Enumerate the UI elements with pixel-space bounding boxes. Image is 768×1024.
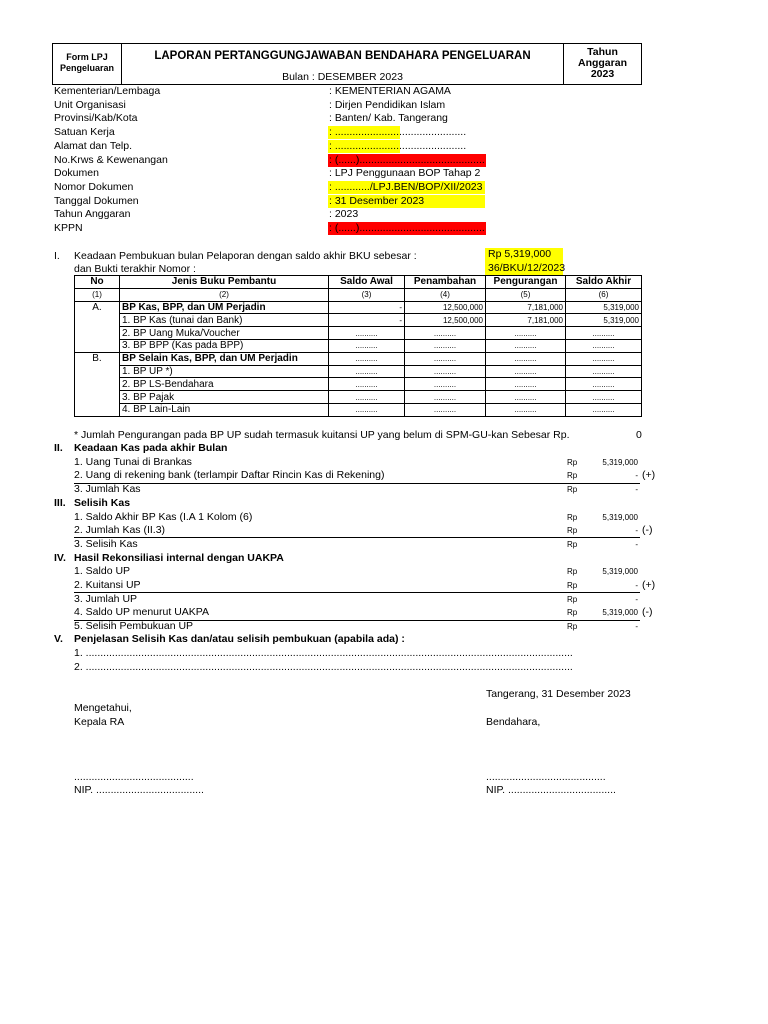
section4-item-value: - [635,581,638,590]
section4-item-label: 1. Saldo UP [74,565,131,578]
info-value: : ............................................. [329,126,467,139]
table-row-value: 12,500,000 [405,301,486,314]
section2-item-label: 3. Jumlah Kas [74,483,141,496]
table-colnum-cell: (2) [120,288,329,301]
info-value: : KEMENTERIAN AGAMA [329,85,451,97]
table-row-value: - [329,301,405,314]
table-row-value: .......... [329,339,405,352]
info-value: : LPJ Penggunaan BOP Tahap 2 [329,167,481,180]
section4-item-op: (+) [642,579,656,591]
table-row [75,378,642,391]
sum-underline [74,483,640,484]
section4-item-value: - [635,594,638,604]
section2-item-op: (+) [642,469,656,482]
table-row-value: 7,181,000 [486,314,566,327]
info-label: Dokumen [54,167,99,180]
table-row-name: 2. BP Uang Muka/Voucher [120,327,329,340]
table-row-value: .......... [329,391,405,404]
table-row-value: .......... [329,327,405,340]
table-header-cell: Jenis Buku Pembantu [120,276,329,289]
year-label-line1: Tahun [587,46,618,58]
table-row-no [75,391,120,404]
section4-item-rp: Rp [567,567,578,577]
info-label: Tahun Anggaran [54,208,131,221]
sum-underline [74,537,640,538]
section5-title: Penjelasan Selisih Kas dan/atau selisih pembukuan (apabila ada) : [74,633,405,645]
section4-item-label: 4. Saldo UP menurut UAKPA [74,606,210,619]
table-row-no [75,403,120,416]
section2-item-value: - [635,485,638,495]
section4-item-rp: Rp [567,581,578,590]
table-row-value: .......... [486,378,566,391]
table-row-value: .......... [566,378,642,391]
table-row-value: - [329,314,405,327]
section3-item-label: 3. Selisih Kas [74,537,138,550]
section3-item-rp: Rp [567,512,578,522]
table-row-value: .......... [405,365,486,378]
table-row-value: .......... [486,365,566,378]
table-row-value: .......... [566,327,642,340]
table-row-no: A. [75,301,120,314]
table-row-value: .......... [486,339,566,352]
sum-underline [74,592,640,593]
table-row-value: .......... [486,403,566,416]
section1-roman: I. [54,250,60,262]
section4-item-rp: Rp [567,608,578,618]
table-header-cell: Saldo Akhir [566,276,642,289]
info-value: : (......)........................................... [329,153,485,166]
info-label: KPPN [54,222,83,234]
table-row-value: 5,319,000 [566,314,642,327]
report-month: Bulan : DESEMBER 2023 [282,71,403,83]
sign-left-line1: Mengetahui, [74,702,132,714]
sign-left-name: ......................................... [74,771,194,783]
section3-item-rp: Rp [567,526,578,536]
info-label: Provinsi/Kab/Kota [54,112,138,125]
table-row-name: 3. BP Pajak [120,391,329,404]
section3-item-label: 1. Saldo Akhir BP Kas (I.A 1 Kolom (6) [74,510,253,523]
section1-text1: Keadaan Pembukuan bulan Pelaporan dengan saldo akhir BKU sebesar : [74,250,417,262]
table-row-no [75,314,120,327]
sign-right-name: ......................................... [486,771,606,783]
section4-title: Hasil Rekonsiliasi internal dengan UAKPA [74,551,284,564]
table-footnote: * Jumlah Pengurangan pada BP UP sudah termasuk kuitansi UP yang belum di SPM-GU-kan Sebesar Rp. [74,429,570,441]
form-label-line1: Form LPJ [66,52,108,62]
section3-item-value: 5,319,000 [602,512,638,522]
section3-title: Selisih Kas [74,496,131,509]
section3-item-value: - [635,526,638,536]
table-colnum-cell: (6) [566,288,642,301]
info-value: : 31 Desember 2023 [329,194,425,207]
table-row-value: .......... [405,352,486,365]
table-row-value: 5,319,000 [566,301,642,314]
sign-left-line2: Kepala RA [74,716,125,728]
section2-item-label: 1. Uang Tunai di Brankas [74,455,192,468]
section2-roman: II. [54,442,63,454]
year-label-line2: Anggaran [577,57,627,69]
table-row [75,365,642,378]
section4-roman: IV. [54,551,66,564]
info-label: Kementerian/Lembaga [54,85,161,97]
year-cell [563,44,641,84]
saldo-akhir-bku: Rp 5,319,000 [485,248,563,262]
section4-item-label: 3. Jumlah UP [74,592,138,605]
section4-item-rp: Rp [567,622,578,632]
section3-item-rp: Rp [567,539,578,549]
section4-item-value: 5,319,000 [602,567,638,577]
report-header [52,43,642,85]
table-row-value: .......... [566,391,642,404]
table-row-name: 3. BP BPP (Kas pada BPP) [120,339,329,352]
info-label: Unit Organisasi [54,98,126,111]
section5-roman: V. [54,633,63,645]
table-row-name: BP Kas, BPP, dan UM Perjadin [120,301,329,314]
table-row-value: .......... [329,352,405,365]
table-row-name: 1. BP Kas (tunai dan Bank) [120,314,329,327]
table-row-value: .......... [486,352,566,365]
table-header-cell: Penambahan [405,276,486,289]
table-row-value: .......... [486,327,566,340]
table-colnum-cell: (4) [405,288,486,301]
table-colnum-cell: (3) [329,288,405,301]
table-row [75,301,642,314]
table-footnote-value: 0 [636,429,642,441]
section5-line2: 2. ....................................................................................................................................................................... [74,661,573,673]
form-label-line2: Pengeluaran [59,63,115,73]
info-value: : (......)........................................... [329,222,485,234]
table-row-value: .......... [566,365,642,378]
table-row-value: .......... [405,403,486,416]
section3-roman: III. [54,496,66,509]
section2-title: Keadaan Kas pada akhir Bulan [74,442,228,454]
year-value: 2023 [590,68,615,80]
section2-item-value: - [635,471,638,481]
table-row-no [75,378,120,391]
table-row-value: 7,181,000 [486,301,566,314]
table-row-name: 2. BP LS-Bendahara [120,378,329,391]
table-row-no [75,339,120,352]
section3-item-op: (-) [642,524,653,537]
table-row-value: .......... [566,352,642,365]
table-colnum-row [75,288,642,301]
buku-pembantu-table [74,275,642,417]
table-row-no [75,365,120,378]
info-label: Tanggal Dokumen [54,194,139,207]
info-value: : 2023 [329,208,359,221]
table-row [75,352,642,365]
table-row-value: .......... [405,378,486,391]
table-colnum-cell: (1) [75,288,120,301]
report-title: LAPORAN PERTANGGUNGJAWABAN BENDAHARA PENGELUARAN [154,50,531,62]
table-row-name: 1. BP UP *) [120,365,329,378]
table-header-cell: Pengurangan [486,276,566,289]
info-label: Nomor Dokumen [54,180,134,193]
section2-item-label: 2. Uang di rekening bank (terlampir Daftar Rincin Kas di Rekening) [74,469,385,482]
sign-right-line: Bendahara, [486,716,541,728]
table-row-value: .......... [486,391,566,404]
table-row [75,403,642,416]
table-header-cell: Saldo Awal [329,276,405,289]
table-row-value: .......... [329,378,405,391]
table-row-no [75,327,120,340]
section2-item-rp: Rp [567,471,578,481]
table-row [75,339,642,352]
info-label: Alamat dan Telp. [54,139,133,152]
info-value: : ............................................. [329,139,467,152]
table-row-value: .......... [566,403,642,416]
section3-item-label: 2. Jumlah Kas (II.3) [74,524,166,537]
info-value: : Banten/ Kab. Tangerang [329,112,448,125]
section5-line1: 1. ....................................................................................................................................................................... [74,647,573,659]
section4-item-label: 5. Selisih Pembukuan UP [74,620,194,633]
table-row-value: .......... [329,365,405,378]
form-label-cell [53,44,122,84]
bukti-terakhir: 36/BKU/12/2023 [485,262,563,276]
table-row-value: .......... [329,403,405,416]
table-colnum-cell: (5) [486,288,566,301]
table-row-value: 12,500,000 [405,314,486,327]
section1-text2: dan Bukti terakhir Nomor : [74,263,196,275]
section2-item-rp: Rp [567,457,578,467]
section4-item-value: - [635,622,638,632]
table-header-cell: No [75,276,120,289]
table-row [75,314,642,327]
sign-right-nip: NIP. ..................................... [486,784,616,796]
table-row-value: .......... [405,327,486,340]
section2-item-rp: Rp [567,485,578,495]
table-row [75,327,642,340]
table-row-value: .......... [405,391,486,404]
section4-item-rp: Rp [567,594,578,604]
table-row-name: 4. BP Lain-Lain [120,403,329,416]
table-row-no: B. [75,352,120,365]
info-label: No.Krws & Kewenangan [54,153,168,166]
table-row [75,391,642,404]
table-row-value: .......... [405,339,486,352]
section4-item-op: (-) [642,606,653,619]
table-row-name: BP Selain Kas, BPP, dan UM Perjadin [120,352,329,365]
sign-left-nip: NIP. ..................................... [74,784,204,796]
table-header-row [75,276,642,289]
section4-item-value: 5,319,000 [602,608,638,618]
info-value: : Dirjen Pendidikan Islam [329,98,446,111]
section3-item-value: - [635,539,638,549]
info-value: : ............/LPJ.BEN/BOP/XII/2023 [329,180,483,193]
place-date: Tangerang, 31 Desember 2023 [486,688,631,700]
section4-item-label: 2. Kuitansi UP [74,579,141,591]
section2-item-value: 5,319,000 [602,457,638,467]
table-row-value: .......... [566,339,642,352]
info-label: Satuan Kerja [54,126,115,139]
